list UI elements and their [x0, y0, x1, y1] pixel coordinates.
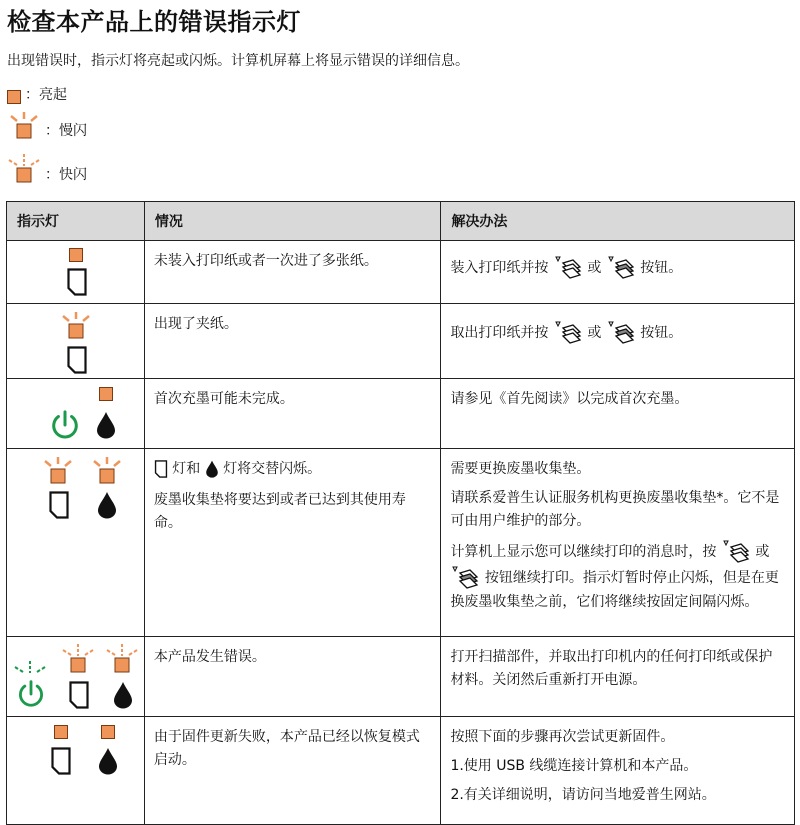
- header-lights: 指示灯: [7, 202, 145, 241]
- ink-drop-icon: [113, 681, 133, 709]
- solution-cell: 打开扫描部件，并取出打印机内的任何打印纸或保护材料。关闭然后重新打开电源。: [441, 637, 795, 717]
- paper-light-icon: [154, 460, 168, 478]
- table-header-row: [7, 202, 795, 241]
- situation-cell: 灯和 灯将交替闪烁。 废墨收集垫将要达到或者已达到其使用寿命。: [144, 449, 441, 637]
- color-copy-button-icon: [606, 255, 636, 281]
- lights-cell: [7, 717, 145, 825]
- lights-cell: [7, 304, 145, 379]
- lights-cell: [7, 449, 145, 637]
- situation-cell: 首次充墨可能未完成。: [144, 379, 441, 449]
- ink-light-slow-blink-icon: [90, 457, 124, 485]
- light-fast-blink-icon: [7, 154, 41, 184]
- table-row: [7, 449, 795, 637]
- situation-cell: 出现了夹纸。: [144, 304, 441, 379]
- solution-cell: 按照下面的步骤再次尝试更新固件。 1.使用 USB 线缆连接计算机和本产品。 2.有关详细说明，请访问当地爱普生网站。: [441, 717, 795, 825]
- paper-light-on-icon: [54, 725, 68, 739]
- power-icon: [49, 409, 81, 441]
- black-white-copy-button-icon: [553, 320, 583, 346]
- light-on-icon: [7, 90, 21, 104]
- table-row: [7, 379, 795, 449]
- situation-cell: 本产品发生错误。: [144, 637, 441, 717]
- black-white-copy-button-icon: [721, 539, 751, 565]
- paper-light-icon: [67, 346, 87, 374]
- header-situation: 情况: [144, 202, 441, 241]
- intro-text: 出现错误时，指示灯将亮起或闪烁。计算机屏幕上将显示错误的详细信息。: [7, 53, 469, 69]
- ink-drop-icon: [205, 460, 219, 478]
- paper-light-icon: [51, 747, 71, 775]
- table-row: [7, 717, 795, 825]
- light-slow-blink-icon: [7, 112, 41, 140]
- color-copy-button-icon: [606, 320, 636, 346]
- header-solution: 解决办法: [441, 202, 795, 241]
- ink-light-on-icon: [99, 387, 113, 401]
- legend-slow: ：慢闪: [7, 112, 87, 140]
- table-row: [7, 637, 795, 717]
- ink-drop-icon: [97, 491, 117, 519]
- paper-light-fast-blink-icon: [61, 644, 95, 674]
- lights-cell: [7, 241, 145, 304]
- table-row: [7, 241, 795, 304]
- paper-light-slow-blink-icon: [41, 457, 75, 485]
- black-white-copy-button-icon: [553, 255, 583, 281]
- solution-cell: 需要更换废墨收集垫。 请联系爱普生认证服务机构更换废墨收集垫*。它不是可由用户维护的部分。 计算机上显示您可以继续打印的消息时，按 或 按钮继续打印。指示灯暂时停止闪烁，但是在更换废墨收集垫之前，它们将继续按固定间隔闪烁。: [441, 449, 795, 637]
- situation-cell: 未装入打印纸或者一次进了多张纸。: [144, 241, 441, 304]
- legend-fast: ：快闪: [7, 154, 87, 184]
- lights-cell: [7, 379, 145, 449]
- paper-light-on-icon: [69, 248, 83, 262]
- ink-light-on-icon: [101, 725, 115, 739]
- solution-cell: 取出打印纸并按 或 按钮。: [441, 304, 795, 379]
- lights-cell: [7, 637, 145, 717]
- legend-on: ：亮起: [7, 84, 67, 104]
- paper-light-icon: [67, 268, 87, 296]
- paper-light-icon: [49, 491, 69, 519]
- ink-drop-icon: [96, 411, 116, 439]
- color-copy-button-icon: [450, 565, 480, 591]
- situation-cell: 由于固件更新失败，本产品已经以恢复模式启动。: [144, 717, 441, 825]
- power-fast-blink-icon: [13, 661, 47, 679]
- paper-light-slow-blink-icon: [59, 312, 93, 340]
- solution-cell: 请参见《首先阅读》以完成首次充墨。: [441, 379, 795, 449]
- page-title: 检查本产品上的错误指示灯: [7, 8, 301, 36]
- ink-light-fast-blink-icon: [105, 644, 139, 674]
- ink-drop-icon: [98, 747, 118, 775]
- solution-cell: 装入打印纸并按 或 按钮。: [441, 241, 795, 304]
- power-icon: [16, 679, 46, 709]
- error-lights-table: [6, 201, 795, 825]
- paper-light-icon: [69, 681, 89, 709]
- table-row: [7, 304, 795, 379]
